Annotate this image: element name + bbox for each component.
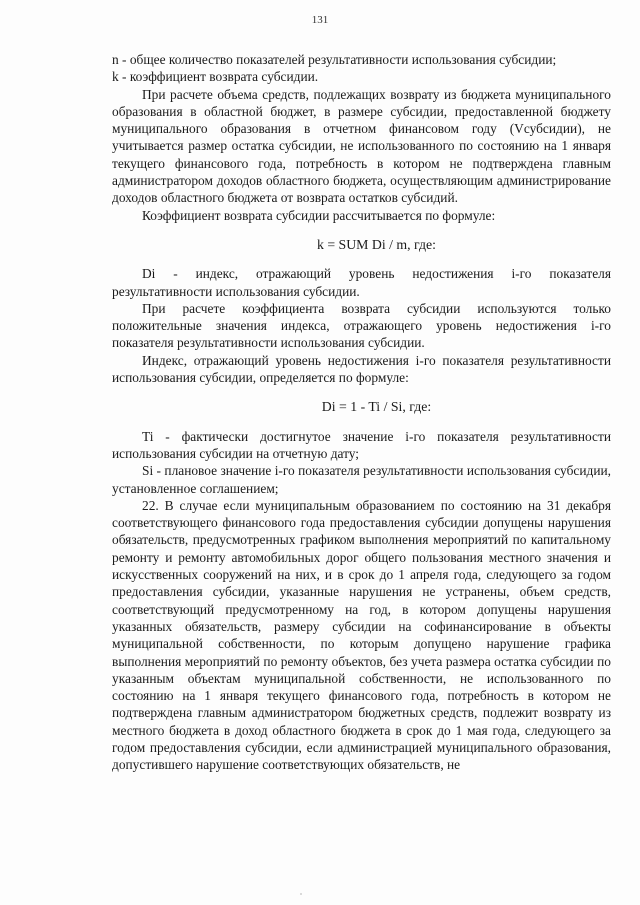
scan-speck (300, 893, 302, 895)
paragraph-coefficient-intro: Коэффициент возврата субсидии рассчитывается по формуле: (142, 207, 496, 223)
paragraph-k-definition: k - коэффициент возврата субсидии. (112, 69, 319, 85)
paragraph-clause-22: 22. В случае если муниципальным образованием по состоянию на 31 декабря соответствующего финансового года предоставления субсидии допущены нарушения обязательств, предусмотренных графиком выполнения мероприятий по капитальному ремонту и ремонту автомобильных дорог общего пользования местного значения и искусственных сооружений на них, и в срок до 1 апреля года, следующего за годом предоставления субсидии, указанные нарушения не устранены, объем средств, соответствующий предусмотренному на год, в котором допущены нарушения указанных обязательств, размеру субсидии на софинансирование в объекты муниципальной собственности, по которым допущено нарушение графика выполнения мероприятий по ремонту объектов, без учета размера остатка субсидии по указанным объектам муниципальной собственности, не использованного по состоянию на 1 января текущего финансового года, потребность в котором не подтверждена главным администратором бюджетных средств, подлежит возврату из местного бюджета в доход областного бюджета в срок до 1 мая года, следующего за годом предоставления субсидии, если администрацией муниципального образования, допустившего нарушение соответствующих обязательств, не (112, 497, 611, 773)
paragraph-ti-definition: Ti - фактически достигнутое значение i-го показателя результативности использования субсидии на отчетную дату; (112, 428, 611, 461)
paragraph-refund-calculation: При расчете объема средств, подлежащих возврату из бюджета муниципального образования в областной бюджет, в размере субсидии, предоставленной бюджету муниципального образования в отчетном финансовом году (Vсубсидии), не учитывается размер остатка субсидии, не использованного по состоянию на 1 января текущего финансового года, потребность в котором не подтверждена главным администратором доходов областного бюджета, осуществляющим администрирование доходов областного бюджета от возврата остатков субсидий. (112, 86, 611, 206)
document-body (112, 51, 611, 774)
paragraph-di-definition: Di - индекс, отражающий уровень недостижения i-го показателя результативности использования субсидии. (112, 266, 611, 299)
formula-k: k = SUM Di / m, где: (316, 236, 437, 252)
paragraph-positive-values: При расчете коэффициента возврата субсидии используются только положительные значения индекса, отражающего уровень недостижения i-го показателя результативности использования субсидии. (112, 300, 611, 351)
paragraph-index-intro: Индекс, отражающий уровень недостижения i-го показателя результативности использования субсидии, определяется по формуле: (112, 352, 611, 386)
paragraph-n-definition: n - общее количество показателей результативности использования субсидии; (112, 52, 557, 67)
page-number: 131 (311, 14, 329, 26)
paragraph-si-definition: Si - плановое значение i-го показателя результативности использования субсидии, установленное соглашением; (112, 463, 611, 496)
formula-di: Di = 1 - Ti / Si, где: (321, 399, 432, 415)
